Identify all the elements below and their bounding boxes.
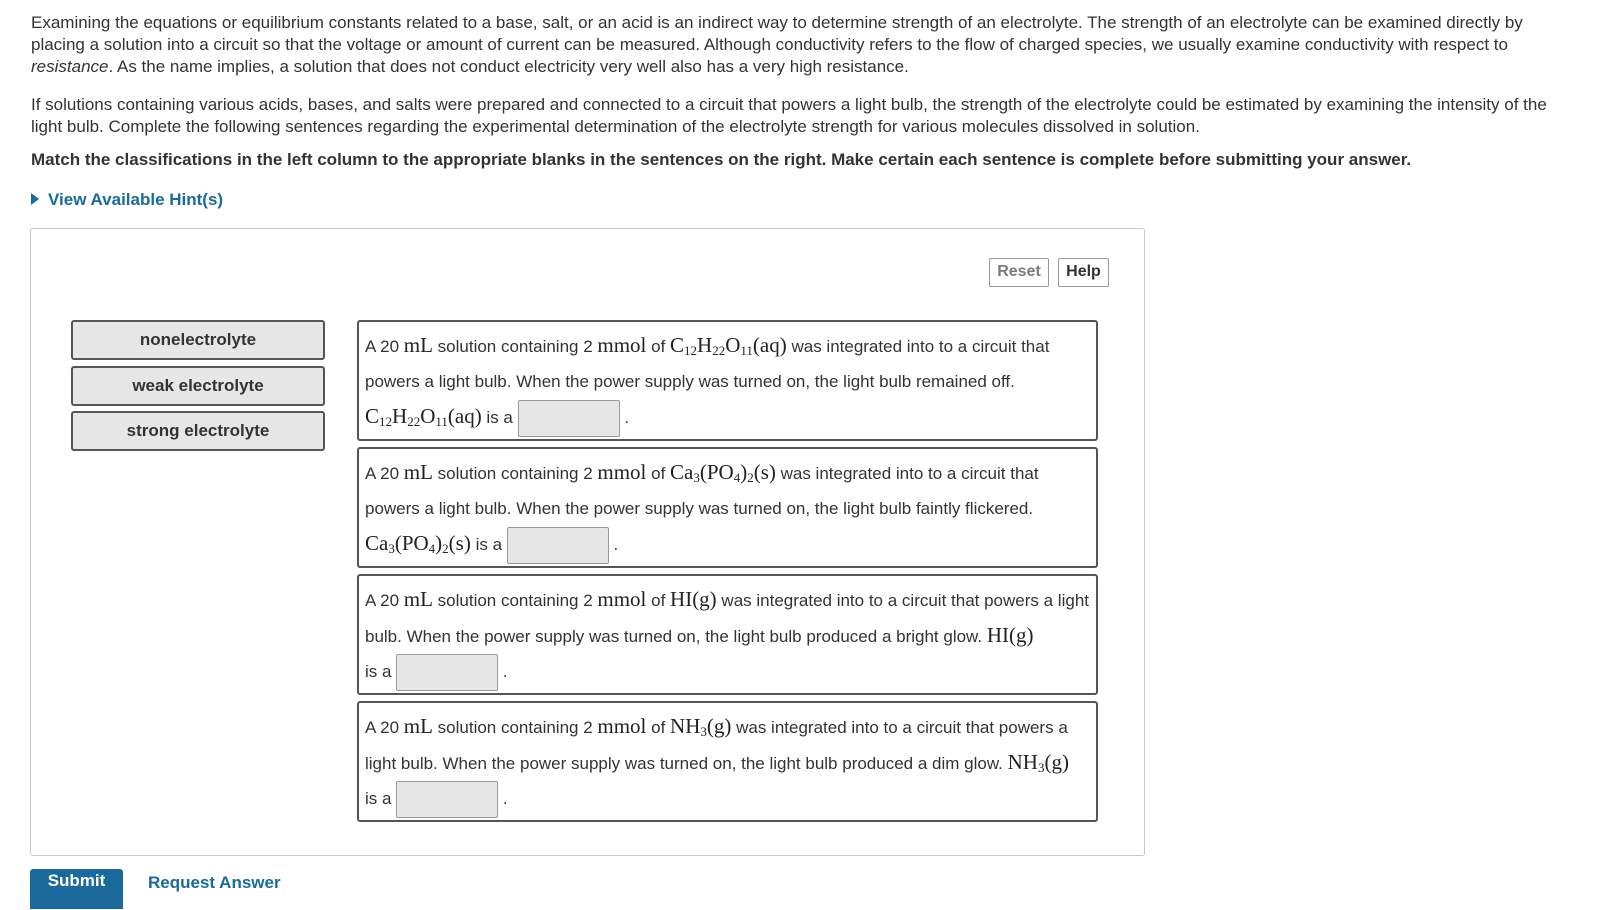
- hint-link-label: View Available Hint(s): [48, 190, 224, 209]
- intro-paragraph: [31, 12, 1571, 78]
- context-paragraph: If solutions containing various acids, bases, and salts were prepared and connected to a circuit that powers a light bulb, the strength of the electrolyte could be estimated by examining the intensity of the light bulb. Complete the following sentences regarding the experimental determination of the electrolyte strength for various molecules dissolved in solution.: [31, 95, 1547, 136]
- reset-button[interactable]: Reset: [989, 258, 1049, 287]
- label-nonelectrolyte[interactable]: nonelectrolyte: [71, 320, 325, 360]
- request-answer-link[interactable]: Request Answer: [148, 873, 281, 892]
- drop-target-sucrose[interactable]: [518, 400, 620, 437]
- formula: $Ca_3(PO_4)_2(s)$: [365, 531, 471, 556]
- instruction-text: Match the classifications in the left column to the appropriate blanks in the sentences on the right. Make certain each sentence is complete before submitting your answer.: [31, 150, 1412, 169]
- formula: $C_{12}H_{22}O_{11}(aq)$: [365, 404, 482, 429]
- caret-right-icon: [31, 193, 39, 205]
- formula: $NH_3(g)$: [670, 714, 732, 739]
- formula: $Ca_3(PO_4)_2(s)$: [670, 460, 776, 485]
- formula: HI(g): [670, 587, 717, 611]
- submit-button[interactable]: Submit: [30, 869, 123, 909]
- sentence-text: A 20 mL solution containing 2 mmol of $Ca_3(PO_4)_2(s)$ was integrated into to a circuit that powers a light bulb. When the power supply was turned on, the light bulb faintly flickered. $Ca_3(PO_4)_2(s)$ is a .: [365, 455, 1090, 564]
- sentence-card-calcium-phosphate: [357, 447, 1098, 568]
- label-weak-electrolyte[interactable]: weak electrolyte: [71, 366, 325, 406]
- view-hints-link[interactable]: [31, 190, 223, 210]
- sentence-card-sucrose: [357, 320, 1098, 441]
- matching-panel: [30, 228, 1145, 856]
- formula: HI(g): [986, 623, 1034, 647]
- drop-target-calcium-phosphate[interactable]: [507, 527, 609, 564]
- intro-text: Examining the equations or equilibrium constants related to a base, salt, or an acid is an indirect way to determine strength of an electrolyte. The strength of an electrolyte can be examined directly by placing a solution into a circuit so that the voltage or amount of current can be measured. Although conductivity refers to the flow of charged species, we usually examine conductivity with respect to: [31, 13, 1523, 54]
- help-button[interactable]: Help: [1058, 258, 1109, 287]
- drop-target-hydrogen-iodide[interactable]: [396, 654, 498, 691]
- sentence-card-ammonia: [357, 701, 1098, 822]
- intro-emphasis: resistance: [31, 57, 109, 76]
- sentence-card-hydrogen-iodide: [357, 574, 1098, 695]
- formula: $C_{12}H_{22}O_{11}(aq)$: [670, 333, 787, 358]
- sentence-text: A 20 mL solution containing 2 mmol of $NH_3(g)$ was integrated into to a circuit that powers a light bulb. When the power supply was turned on, the light bulb produced a dim glow. $NH_3(g)$ is a .: [365, 709, 1090, 818]
- formula: $NH_3(g)$: [1007, 750, 1069, 775]
- intro-text-end: . As the name implies, a solution that does not conduct electricity very well also has a very high resistance.: [108, 57, 909, 76]
- drop-target-ammonia[interactable]: [396, 781, 498, 818]
- sentence-text: A 20 mL solution containing 2 mmol of $C_{12}H_{22}O_{11}(aq)$ was integrated into to a circuit that powers a light bulb. When the power supply was turned on, the light bulb remained off. $C_{12}H_{22}O_{11}(aq)$ is a .: [365, 328, 1090, 437]
- sentence-text: A 20 mL solution containing 2 mmol of HI(g) was integrated into to a circuit that powers a light bulb. When the power supply was turned on, the light bulb produced a bright glow. HI(g) is a .: [365, 582, 1090, 691]
- label-strong-electrolyte[interactable]: strong electrolyte: [71, 411, 325, 451]
